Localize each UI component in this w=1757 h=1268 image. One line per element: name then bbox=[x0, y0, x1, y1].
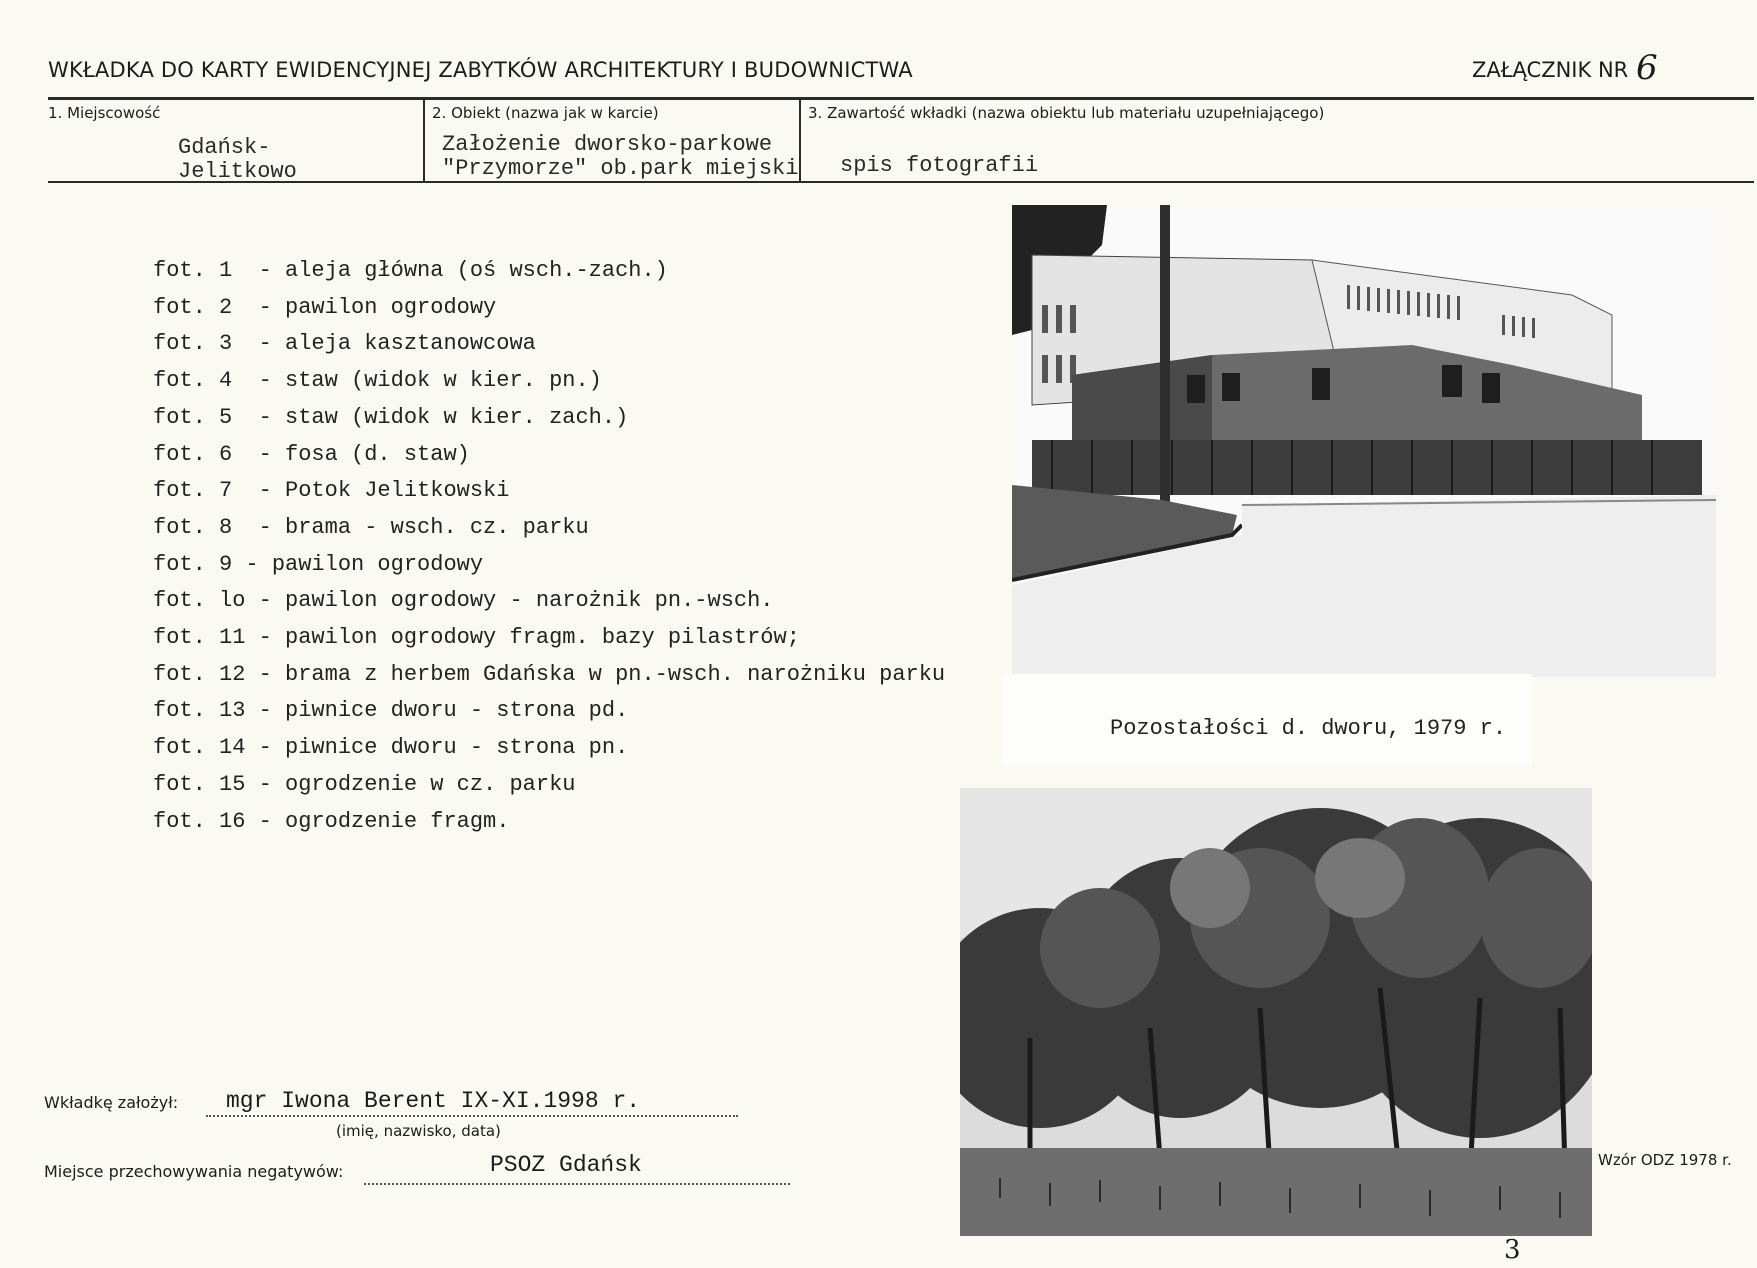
object-value-line1: Założenie dworsko-parkowe bbox=[442, 132, 773, 157]
attachment-number: 6 bbox=[1636, 48, 1658, 88]
locality-value-line2: Jelitkowo bbox=[178, 159, 297, 184]
header-rule-bottom bbox=[48, 181, 1754, 183]
column-divider-1 bbox=[423, 99, 425, 183]
locality-label: 1. Miejscowość bbox=[48, 104, 161, 122]
storage-value: PSOZ Gdańsk bbox=[490, 1152, 642, 1178]
photo-list-item: fot. 4 - staw (widok w kier. pn.) bbox=[153, 368, 602, 394]
storage-label: Miejsce przechowywania negatywów: bbox=[44, 1162, 344, 1181]
storage-dotted-line bbox=[364, 1183, 790, 1185]
created-by-dotted-line bbox=[206, 1115, 738, 1117]
photo-list-item: fot. 7 - Potok Jelitkowski bbox=[153, 478, 510, 504]
page-number: 3 bbox=[1504, 1235, 1521, 1265]
photo-list-item: fot. 13 - piwnice dworu - strona pd. bbox=[153, 698, 629, 724]
photo-list-item: fot. 16 - ogrodzenie fragm. bbox=[153, 808, 510, 834]
photo-caption: Pozostałości d. dworu, 1979 r. bbox=[1110, 716, 1507, 741]
park-trees-photo bbox=[960, 788, 1592, 1236]
object-label: 2. Obiekt (nazwa jak w karcie) bbox=[432, 104, 659, 122]
photo-list-item: fot. 15 - ogrodzenie w cz. parku bbox=[153, 771, 576, 797]
column-divider-2 bbox=[799, 99, 801, 183]
template-note: Wzór ODZ 1978 r. bbox=[1598, 1151, 1732, 1169]
photo-list-item: fot. 14 - piwnice dworu - strona pn. bbox=[153, 735, 629, 761]
created-by-hint: (imię, nazwisko, data) bbox=[336, 1122, 501, 1140]
form-title: WKŁADKA DO KARTY EWIDENCYJNEJ ZABYTKÓW ARCHITEKTURY I BUDOWNICTWA bbox=[48, 58, 913, 82]
photo-list bbox=[153, 253, 945, 840]
photo-list-item: fot. 2 - pawilon ogrodowy bbox=[153, 294, 497, 320]
photo-list-item: fot. 6 - fosa (d. staw) bbox=[153, 441, 470, 467]
attachment-label: ZAŁĄCZNIK NR bbox=[1472, 58, 1629, 82]
object-value-line2: "Przymorze" ob.park miejski bbox=[442, 156, 799, 181]
photo-list-item: fot. 8 - brama - wsch. cz. parku bbox=[153, 514, 589, 540]
locality-value-line1: Gdańsk- bbox=[178, 135, 271, 160]
created-by-value: mgr Iwona Berent IX-XI.1998 r. bbox=[226, 1088, 641, 1114]
photo-list-item: fot. 3 - aleja kasztanowcowa bbox=[153, 331, 536, 357]
photo-list-item: fot. 1 - aleja główna (oś wsch.-zach.) bbox=[153, 258, 668, 283]
photo-list-item: fot. lo - pawilon ogrodowy - narożnik pn.-wsch. bbox=[153, 588, 774, 614]
created-by-label: Wkładkę założył: bbox=[44, 1093, 179, 1112]
manor-ruins-photo bbox=[1012, 205, 1716, 677]
photo-list-item: fot. 12 - brama z herbem Gdańska w pn.-wsch. narożniku parku bbox=[153, 661, 946, 687]
photo-list-item: fot. 11 - pawilon ogrodowy fragm. bazy pilastrów; bbox=[153, 625, 800, 651]
content-value: spis fotografii bbox=[840, 153, 1039, 178]
photo-list-item: fot. 9 - pawilon ogrodowy bbox=[153, 551, 484, 577]
content-label: 3. Zawartość wkładki (nazwa obiektu lub materiału uzupełniającego) bbox=[808, 104, 1325, 122]
photo-list-item: fot. 5 - staw (widok w kier. zach.) bbox=[153, 404, 629, 430]
header-rule-top bbox=[48, 97, 1754, 100]
